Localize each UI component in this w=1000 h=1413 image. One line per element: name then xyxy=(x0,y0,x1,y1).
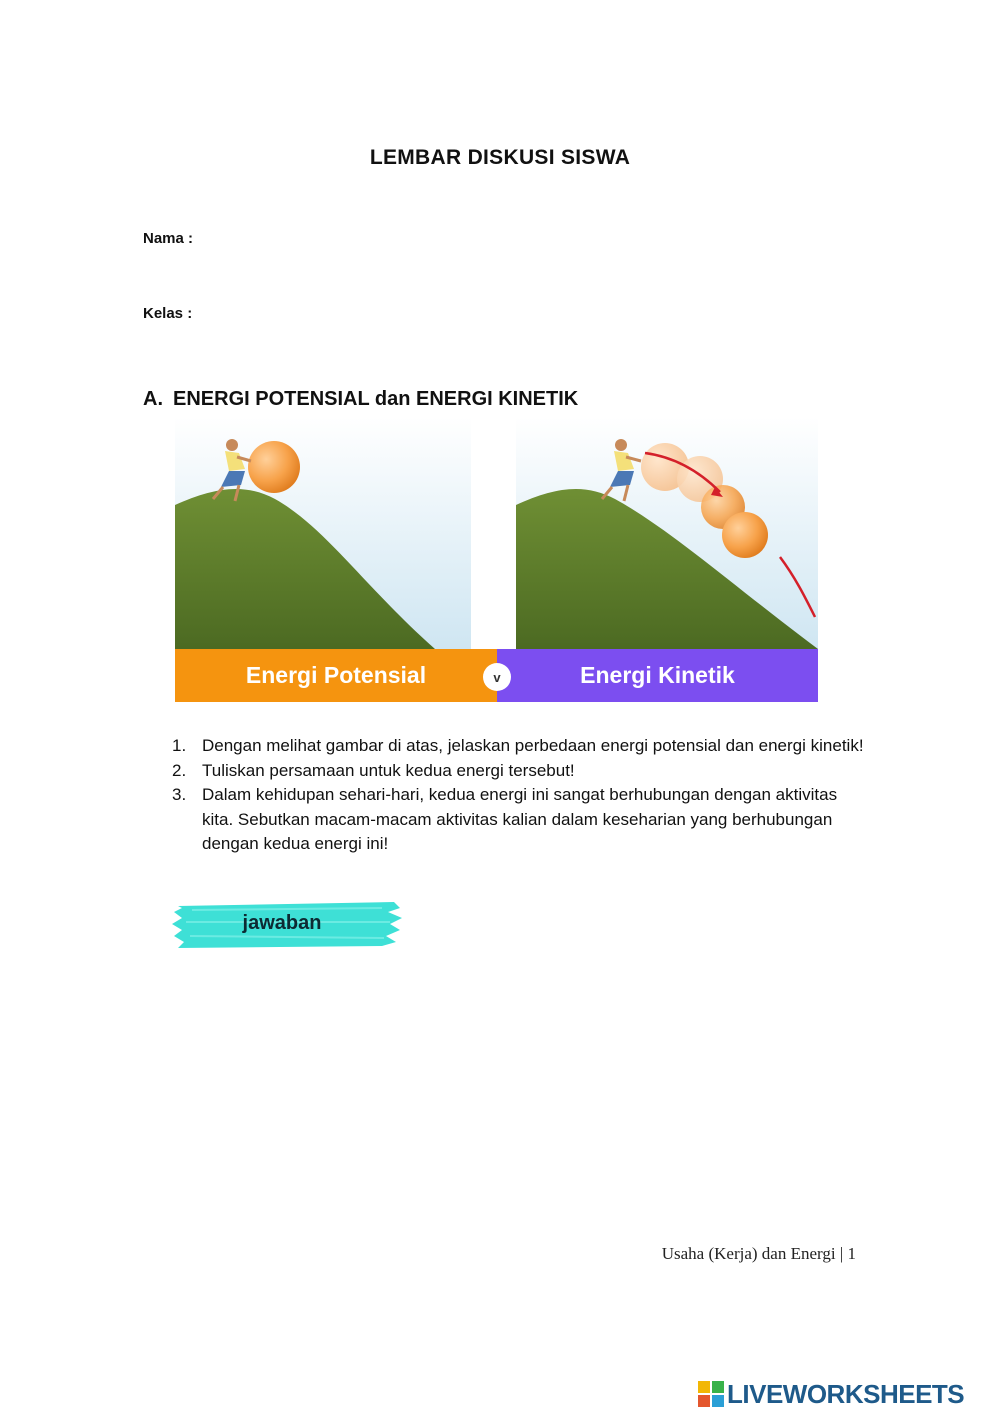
energy-illustration xyxy=(175,417,818,702)
vs-badge: v xyxy=(483,663,511,691)
question-number: 3. xyxy=(172,785,187,804)
answer-button[interactable] xyxy=(172,896,404,951)
question-text: Dengan melihat gambar di atas, jelaskan perbedaan energi potensial dan energi kinetik! xyxy=(202,736,864,755)
question-text: Tuliskan persamaan untuk kedua energi tersebut! xyxy=(202,760,575,780)
question-list xyxy=(172,734,872,857)
question-item xyxy=(172,783,872,857)
section-heading-text: ENERGI POTENSIAL dan ENERGI KINETIK xyxy=(173,388,579,410)
answer-button-label: jawaban xyxy=(242,912,322,934)
question-number: 2. xyxy=(172,760,187,780)
section-letter: A. xyxy=(143,388,163,410)
potential-panel xyxy=(175,417,471,649)
brand-name: LIVEWORKSHEETS xyxy=(727,1378,965,1409)
page-footer: Usaha (Kerja) dan Energi | 1 xyxy=(661,1244,856,1263)
kinetic-label: Energi Kinetik xyxy=(497,649,818,702)
question-item xyxy=(172,734,872,759)
page-title: LEMBAR DISKUSI SISWA xyxy=(369,146,631,169)
brand-grid-icon xyxy=(697,1380,725,1408)
kinetic-panel xyxy=(516,417,818,649)
potential-label: Energi Potensial xyxy=(175,649,497,702)
kelas-label: Kelas : xyxy=(143,305,193,322)
nama-label: Nama : xyxy=(143,230,194,247)
section-heading xyxy=(143,388,578,411)
question-text: Dalam kehidupan sehari-hari, kedua energi ini sangat berhubungan dengan aktivitas kita. Sebutkan macam-macam aktivitas kalian dalam keseharian yang berhubungan dengan kedua energi ini! xyxy=(202,785,838,853)
question-item xyxy=(172,759,872,784)
question-number: 1. xyxy=(172,736,187,755)
liveworksheets-logo[interactable] xyxy=(697,1379,964,1409)
